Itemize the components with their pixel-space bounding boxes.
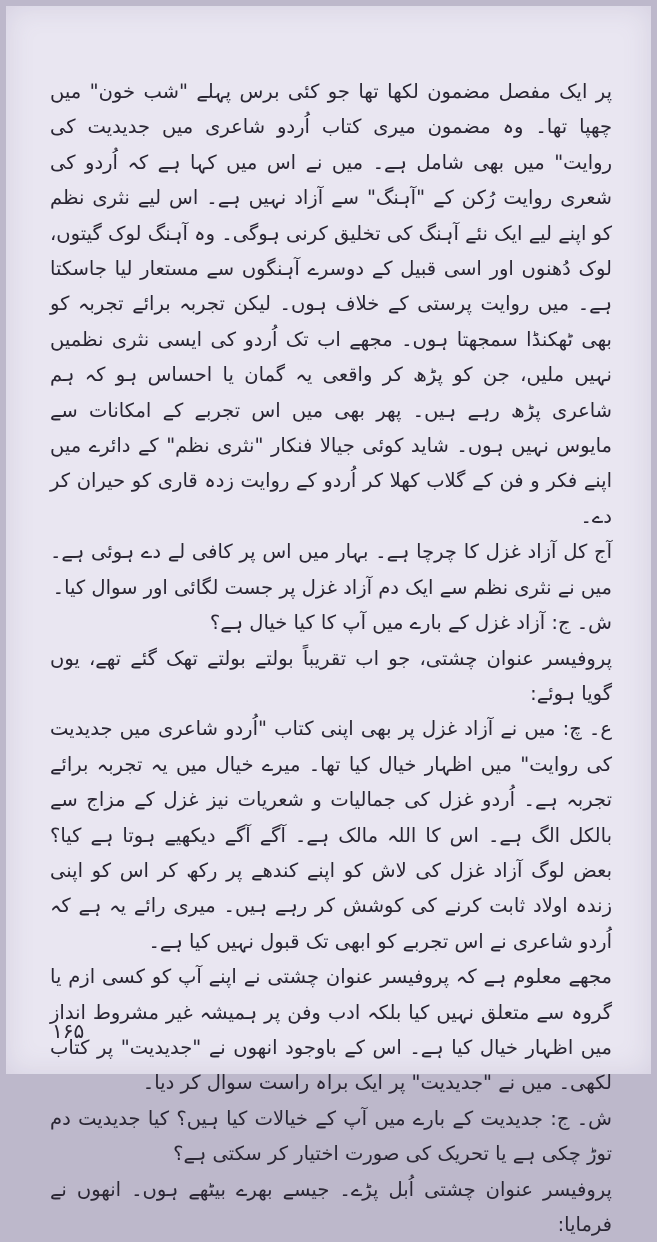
paragraph-prose-poem-essay: پر ایک مفصل مضمون لکھا تھا جو کئی برس پہلے "شب خون" میں چھپا تھا۔ وہ مضمون میری کتاب اُردو شاعری میں جدیدیت کی روایت" میں بھی شامل ہے۔ میں نے اس میں کہا ہے کہ اُردو کی شعری روایت رُکن کے "آہنگ" سے آزاد نہیں ہے۔ اس لیے نثری نظم کو اپنے لیے ایک نئے آہنگ کی تخلیق کرنی ہوگی۔ وہ آہنگ لوک گیتوں، لوک دُھنوں اور اسی قبیل کے دوسرے آہنگوں سے مستعار لیا جاسکتا ہے۔ میں روایت پرستی کے خلاف ہوں۔ لیکن تجربہ برائے تجربہ کو بھی ٹھکنڈا سمجھتا ہوں۔ مجھے اب تک اُردو کی ایسی نثری نظمیں نہیں ملیں، جن کو پڑھ کر واقعی یہ گمان یا احساس ہو کہ ہم شاعری پڑھ رہے ہیں۔ پھر بھی میں اس تجربے کے امکانات سے مایوس نہیں ہوں۔ شاید کوئی جیالا فنکار "نثری نظم" کے دائرے میں اپنے فکر و فن کے گلاب کھلا کر اُردو کے روایت زدہ قاری کو حیران کر دے۔ bbox=[50, 80, 612, 528]
paragraph-answer-azad-ghazal: ع۔ چ: میں نے آزاد غزل پر بھی اپنی کتاب "اُردو شاعری میں جدیدیت کی روایت" میں اظہار خیال کیا تھا۔ میرے خیال میں یہ تجربہ برائے تجربہ ہے۔ اُردو غزل کی جمالیات و شعریات نیز غزل کے مزاج سے بالکل الگ ہے۔ اس کا اللہ مالک ہے۔ آگے آگے دیکھیے ہوتا ہے کیا؟ بعض لوگ آزاد غزل کی لاش کو اپنے کندھے پر رکھ کر اس کو اپنی زندہ اولاد ثابت کرنے کی کوشش کر رہے ہیں۔ میری رائے یہ ہے کہ اُردو شاعری نے اس تجربے کو ابھی تک قبول نہیں کیا ہے۔ bbox=[50, 717, 612, 953]
paragraph-azad-ghazal-intro: آج کل آزاد غزل کا چرچا ہے۔ بہار میں اس پر کافی لے دے ہوئی ہے۔ میں نے نثری نظم سے ایک دم آزاد غزل پر جست لگائی اور سوال کیا۔ bbox=[50, 540, 612, 599]
paragraph-speaker-reply: پروفیسر عنوان چشتی اُبل پڑے۔ جیسے بھرے بیٹھے ہوں۔ انھوں نے فرمایا: bbox=[50, 1177, 612, 1236]
paragraph-question-azad-ghazal: ش۔ ج: آزاد غزل کے بارے میں آپ کا کیا خیال ہے؟ bbox=[209, 611, 612, 635]
paragraph-question-modernism: ش۔ ج: جدیدیت کے بارے میں آپ کے خیالات کیا ہیں؟ کیا جدیدیت دم توڑ چکی ہے یا تحریک کی صورت اختیار کر سکتی ہے؟ bbox=[50, 1106, 612, 1166]
page-number: ۱۶۵ bbox=[52, 1019, 85, 1043]
page-body-text bbox=[50, 74, 612, 1242]
paragraph-modernism-context: مجھے معلوم ہے کہ پروفیسر عنوان چشتی نے اپنے آپ کو کسی ازم یا گروہ سے متعلق نہیں کیا بلکہ ادب وفن پر ہمیشہ غیر مشروط انداز میں اظہار خیال کیا ہے۔ اس کے باوجود انھوں نے "جدیدیت" پر کتاب لکھی۔ میں نے "جدیدیت" پر ایک براہ راست سوال کر دیا۔ bbox=[50, 965, 612, 1095]
paragraph-speaker-intro: پروفیسر عنوان چشتی، جو اب تقریباً بولتے بولتے تھک گئے تھے، یوں گویا ہوئے: bbox=[50, 646, 612, 705]
book-page bbox=[6, 6, 651, 1236]
